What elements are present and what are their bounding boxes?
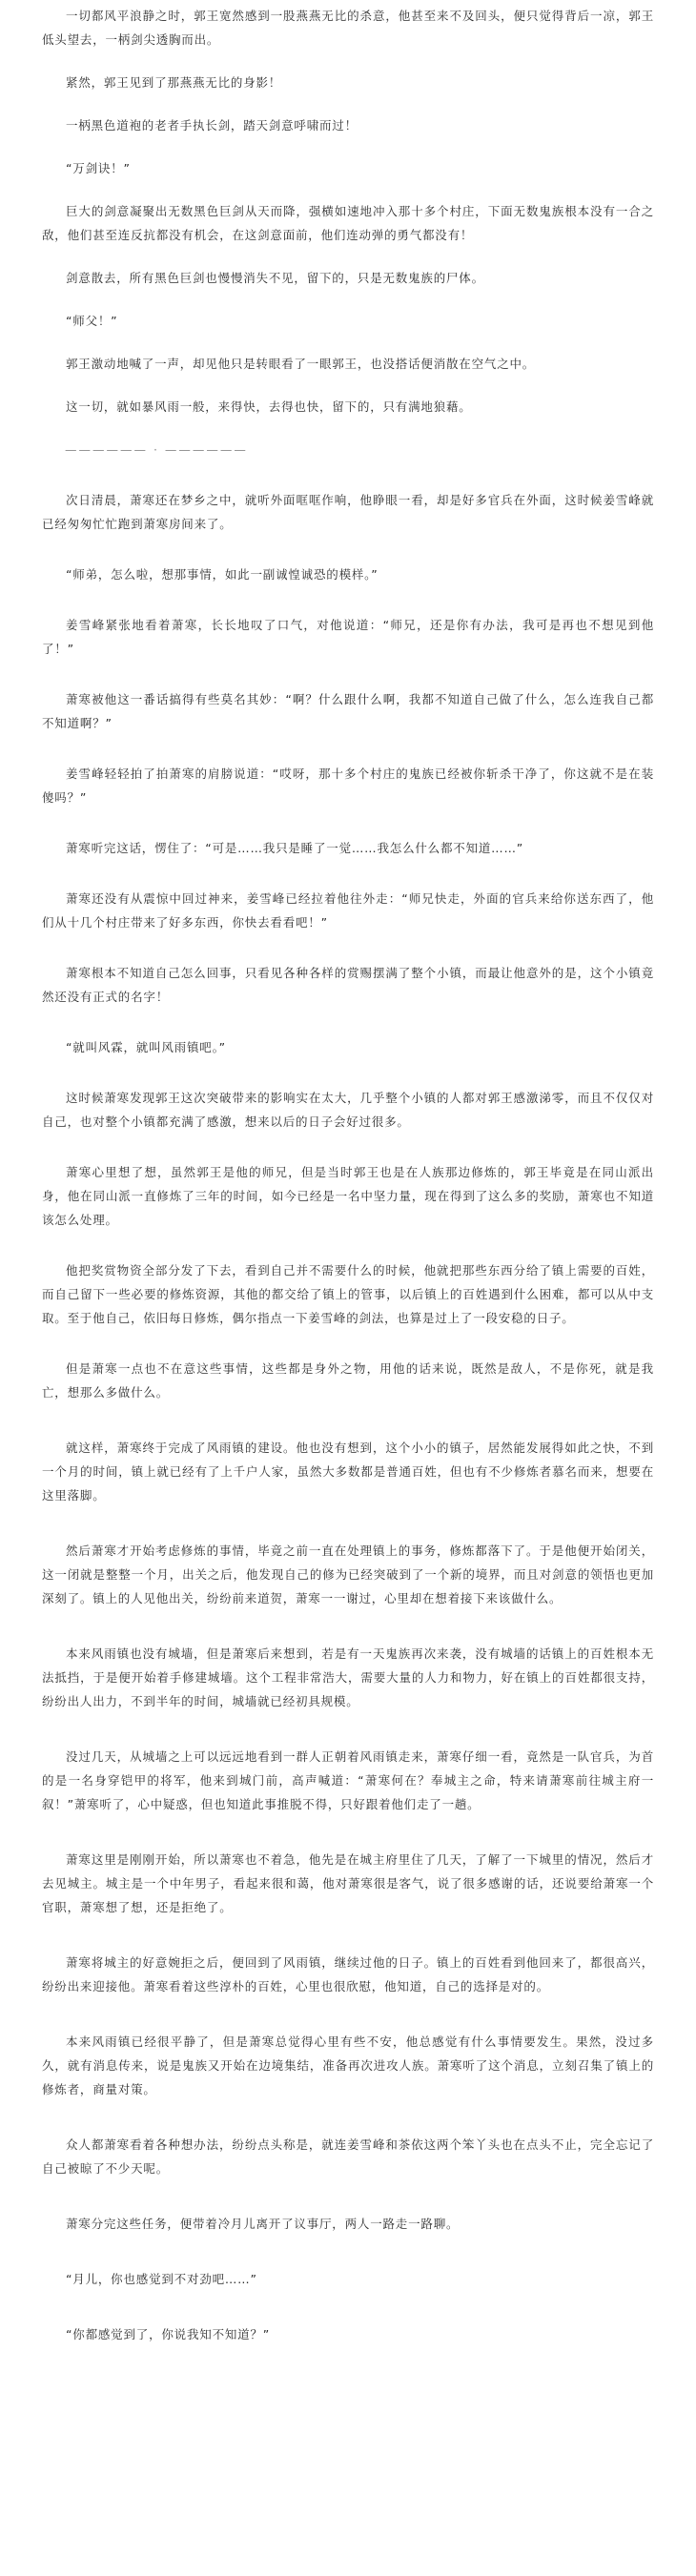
paragraph: 萧寒被他这一番话搞得有些莫名其妙：“啊？什么跟什么啊，我都不知道自己做了什么，怎么连我自己都不知道啊？”	[42, 692, 654, 730]
paragraph: 剑意散去，所有黑色巨剑也慢慢消失不见，留下的，只是无数鬼族的尸体。	[66, 271, 484, 285]
paragraph: 众人都萧寒看着各种想办法，纷纷点头称是，就连姜雪峰和茶依这两个笨丫头也在点头不止，完全忘记了自己被晾了不少天呢。	[42, 2137, 654, 2176]
paragraph: 郭王激动地喊了一声，却见他只是转眼看了一眼郭王，也没搭话便消散在空气之中。	[66, 357, 536, 371]
paragraph: 萧寒将城主的好意婉拒之后，便回到了风雨镇，继续过他的日子。镇上的百姓看到他回来了，都很高兴，纷纷出来迎接他。萧寒看着这些淳朴的百姓，心里也很欣慰，他知道，自己的选择是对的。	[42, 1955, 654, 1993]
dialogue-line: “你都感觉到了，你说我知不知道？”	[66, 2327, 271, 2341]
paragraph: 他把奖赏物资全部分发了下去，看到自己并不需要什么的时候，他就把那些东西分给了镇上需要的百姓，而自己留下一些必要的修炼资源，其他的都交给了镇上的管事，以后镇上的百姓遇到什么困难，都可以从中支取。至于他自己，依旧每日修炼，偶尔指点一下姜雪峰的剑法，也算是过上了一段安稳的日子。	[42, 1263, 654, 1325]
paragraph: 次日清晨，萧寒还在梦乡之中，就听外面哐哐作响，他睁眼一看，却是好多官兵在外面，这时候姜雪峰就已经匆匆忙忙跑到萧寒房间来了。	[42, 493, 654, 531]
paragraph: 萧寒还没有从震惊中回过神来，姜雪峰已经拉着他往外走：“师兄快走，外面的官兵来给你送东西了，他们从十几个村庄带来了好多东西，你快去看看吧！”	[42, 891, 654, 930]
paragraph: 萧寒根本不知道自己怎么回事，只看见各种各样的赏赐摆满了整个小镇，而最让他意外的是，这个小镇竟然还没有正式的名字！	[42, 966, 654, 1004]
dialogue-line: “万剑诀！”	[66, 161, 131, 175]
paragraph: 这时候萧寒发现郭王这次突破带来的影响实在太大，几乎整个小镇的人都对郭王感激涕零，而且不仅仅对自己，也对整个小镇都充满了感激，想来以后的日子会好过很多。	[42, 1091, 654, 1129]
paragraph: 姜雪峰轻轻拍了拍萧寒的肩膀说道：“哎呀，那十多个村庄的鬼族已经被你斩杀干净了，你这就不是在装傻吗？”	[42, 767, 654, 805]
paragraph: 但是萧寒一点也不在意这些事情，这些都是身外之物，用他的话来说，既然是敌人，不是你死，就是我亡，想那么多做什么。	[42, 1361, 654, 1400]
paragraph: 本来风雨镇已经很平静了，但是萧寒总觉得心里有些不安，他总感觉有什么事情要发生。果然，没过多久，就有消息传来，说是鬼族又开始在边境集结，准备再次进攻人族。萧寒听了这个消息，立刻召集了镇上的修炼者，商量对策。	[42, 2034, 654, 2096]
paragraph: 萧寒听完这话，愣住了：“可是……我只是睡了一觉……我怎么什么都不知道……”	[66, 841, 524, 855]
paragraph: 萧寒这里是刚刚开始，所以萧寒也不着急，他先是在城主府里住了几天，了解了一下城里的情况，然后才去见城主。城主是一个中年男子，看起来很和蔼，他对萧寒很是客气，说了很多感谢的话，还说要给萧寒一个官职，萧寒想了想，还是拒绝了。	[42, 1852, 654, 1914]
paragraph: 一柄黑色道袍的老者手执长剑，踏天剑意呼啸而过！	[66, 118, 358, 133]
paragraph: 一切都风平浪静之时，郭王宽然感到一股燕燕无比的杀意，他甚至来不及回头，便只觉得背后一凉，郭王低头望去，一柄剑尖透胸而出。	[42, 9, 654, 47]
section-separator: —————— · ——————	[65, 442, 248, 457]
dialogue-line: “师弟，怎么啦，想那事情，如此一副诚惶诚恐的模样。”	[66, 567, 379, 582]
dialogue-line: “师父！”	[66, 314, 118, 328]
paragraph: 紧然，郭王见到了那燕燕无比的身影！	[66, 75, 282, 90]
paragraph: 这一切，就如暴风雨一般，来得快，去得也快，留下的，只有满地狼藉。	[66, 399, 472, 414]
paragraph: 就这样，萧寒终于完成了风雨镇的建设。他也没有想到，这个小小的镇子，居然能发展得如此之快，不到一个月的时间，镇上就已经有了上千户人家，虽然大多数都是普通百姓，但也有不少修炼者慕名而来，想要在这里落脚。	[42, 1441, 654, 1503]
paragraph: 巨大的剑意凝聚出无数黑色巨剑从天而降，强横如速地冲入那十多个村庄，下面无数鬼族根本没有一合之敌，他们甚至连反抗都没有机会，在这剑意面前，他们连动弹的勇气都没有！	[42, 204, 654, 242]
paragraph: 姜雪峰紧张地看着萧寒，长长地叹了口气，对他说道：“师兄，还是你有办法，我可是再也不想见到他了！”	[42, 618, 654, 656]
paragraph: 萧寒分完这些任务，便带着冷月儿离开了议事厅，两人一路走一路聊。	[66, 2217, 460, 2231]
dialogue-line: “就叫风霖，就叫风雨镇吧。”	[66, 1040, 226, 1054]
paragraph: 本来风雨镇也没有城墙，但是萧寒后来想到，若是有一天鬼族再次来袭，没有城墙的话镇上的百姓根本无法抵挡，于是便开始着手修建城墙。这个工程非常浩大，需要大量的人力和物力，好在镇上的百姓都很支持，纷纷出人出力，不到半年的时间，城墙就已经初具规模。	[42, 1646, 654, 1708]
paragraph: 没过几天，从城墙之上可以远远地看到一群人正朝着风雨镇走来，萧寒仔细一看，竟然是一队官兵，为首的是一名身穿铠甲的将军，他来到城门前，高声喊道：“萧寒何在？奉城主之命，特来请萧寒前往城主府一叙！”萧寒听了，心中疑惑，但也知道此事推脱不得，只好跟着他们走了一趟。	[42, 1749, 654, 1811]
paragraph: 萧寒心里想了想，虽然郭王是他的师兄，但是当时郭王也是在人族那边修炼的，郭王毕竟是在同山派出身，他在同山派一直修炼了三年的时间，如今已经是一名中坚力量，现在得到了这么多的奖励，萧寒也不知道该怎么处理。	[42, 1165, 654, 1227]
dialogue-line: “月儿，你也感觉到不对劲吧……”	[66, 2272, 257, 2286]
paragraph: 然后萧寒才开始考虑修炼的事情，毕竟之前一直在处理镇上的事务，修炼都落下了。于是他便开始闭关，这一闭就是整整一个月，出关之后，他发现自己的修为已经突破到了一个新的境界，而且对剑意的领悟也更加深刻了。镇上的人见他出关，纷纷前来道贺，萧寒一一谢过，心里却在想着接下来该做什么。	[42, 1544, 654, 1605]
